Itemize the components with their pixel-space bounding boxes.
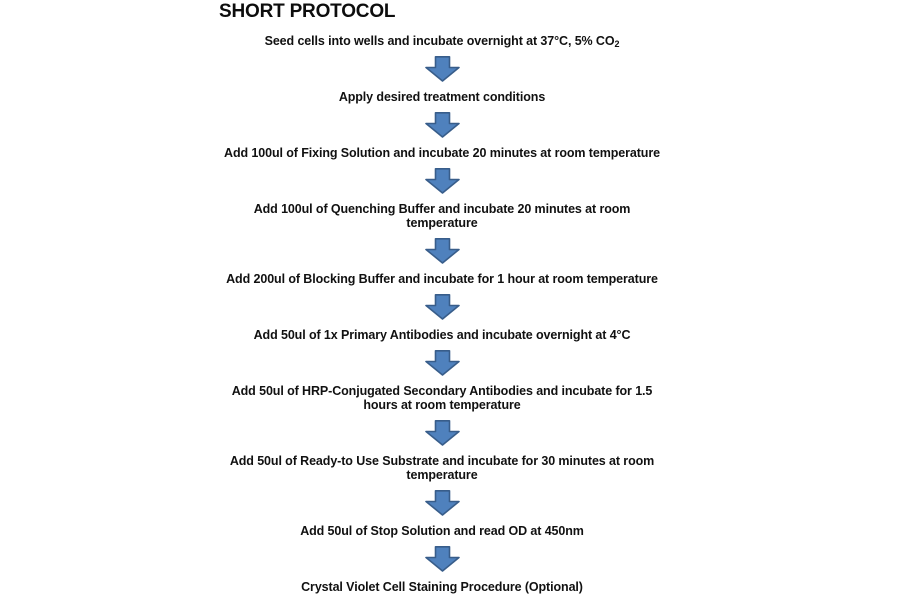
flow-step-fixing-solution <box>224 146 660 160</box>
flow-step-primary-antibodies <box>254 328 631 342</box>
down-arrow-icon <box>425 238 460 264</box>
step-text-main: Seed cells into wells and incubate overnight at 37°C, 5% CO <box>264 34 615 48</box>
step-text: temperature <box>406 468 478 482</box>
down-arrow-shape <box>426 421 459 445</box>
flow-step-blocking-buffer <box>226 272 658 286</box>
flow-step-stop-solution <box>300 524 584 538</box>
step-text <box>265 34 620 48</box>
down-arrow-icon <box>425 490 460 516</box>
down-arrow-icon <box>425 294 460 320</box>
down-arrow-shape <box>426 295 459 319</box>
step-text: Add 50ul of Ready-to Use Substrate and incubate for 30 minutes at room <box>229 454 655 468</box>
step-text: Add 100ul of Fixing Solution and incubate 20 minutes at room temperature <box>224 146 660 160</box>
down-arrow-icon <box>425 112 460 138</box>
step-text: Apply desired treatment conditions <box>338 90 546 104</box>
down-arrow-icon <box>425 56 460 82</box>
flow-step-seed-cells <box>265 34 620 48</box>
step-text: Add 50ul of 1x Primary Antibodies and incubate overnight at 4°C <box>253 328 631 342</box>
flow-step-treatment <box>339 90 545 104</box>
step-text: hours at room temperature <box>363 398 521 412</box>
step-text: Add 200ul of Blocking Buffer and incubate for 1 hour at room temperature <box>226 272 658 286</box>
step-text: Add 50ul of Stop Solution and read OD at 450nm <box>300 524 584 538</box>
down-arrow-shape <box>426 351 459 375</box>
co2-subscript: 2 <box>614 39 620 49</box>
flow-step-crystal-violet <box>301 580 583 594</box>
down-arrow-icon <box>425 168 460 194</box>
flow-step-substrate <box>230 454 654 482</box>
down-arrow-shape <box>426 491 459 515</box>
step-text: Crystal Violet Cell Staining Procedure (Optional) <box>301 580 583 594</box>
step-text: Add 50ul of HRP-Conjugated Secondary Antibodies and incubate for 1.5 <box>231 384 653 398</box>
flow-step-secondary-antibodies <box>232 384 653 412</box>
step-text: Add 100ul of Quenching Buffer and incubate 20 minutes at room <box>253 202 631 216</box>
down-arrow-shape <box>426 169 459 193</box>
down-arrow-shape <box>426 239 459 263</box>
down-arrow-shape <box>426 57 459 81</box>
down-arrow-icon <box>425 546 460 572</box>
down-arrow-shape <box>426 547 459 571</box>
step-text: temperature <box>406 216 478 230</box>
flow-step-quenching-buffer <box>254 202 631 230</box>
down-arrow-icon <box>425 420 460 446</box>
page-title: SHORT PROTOCOL <box>219 1 396 22</box>
down-arrow-shape <box>426 113 459 137</box>
down-arrow-icon <box>425 350 460 376</box>
